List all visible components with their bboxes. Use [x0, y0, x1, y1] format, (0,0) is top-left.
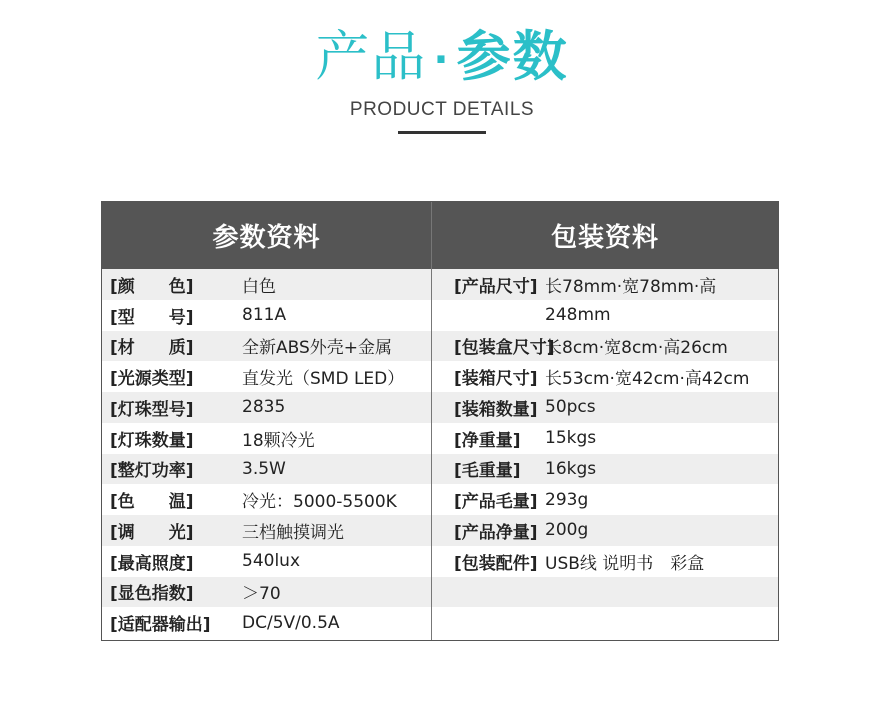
packing-value: 长53cm·宽42cm·高42cm — [545, 369, 750, 390]
param-value: 白色 — [242, 276, 276, 297]
param-row — [102, 392, 431, 423]
packing-label: [装箱尺寸] — [454, 369, 538, 390]
page-subtitle: PRODUCT DETAILS — [349, 99, 535, 121]
packing-label: [包装盒尺寸] — [454, 338, 555, 359]
packing-row — [432, 484, 778, 515]
param-row — [102, 515, 431, 546]
param-value: 18颗冷光 — [242, 430, 315, 451]
param-value: 540lux — [242, 551, 301, 572]
packing-row — [432, 269, 778, 300]
packing-row — [432, 392, 778, 423]
params-rows — [102, 269, 431, 638]
params-column — [102, 202, 432, 640]
param-value: 811A — [242, 305, 287, 326]
packing-label: [产品尺寸] — [454, 276, 538, 297]
param-label: [最高照度] — [110, 553, 194, 574]
param-value: 直发光（SMD LED） — [242, 369, 405, 390]
packing-value: 248mm — [545, 305, 611, 326]
packing-value: USB线 说明书 彩盒 — [545, 553, 705, 574]
packing-row — [432, 515, 778, 546]
param-row — [102, 546, 431, 577]
page-title — [0, 22, 884, 95]
param-value: 3.5W — [242, 458, 286, 479]
param-label: [适配器输出] — [110, 615, 211, 636]
param-row — [102, 331, 431, 362]
param-value: 全新ABS外壳+金属 — [242, 338, 393, 359]
param-row — [102, 361, 431, 392]
param-label: [灯珠型号] — [110, 399, 194, 420]
param-row — [102, 300, 431, 331]
packing-row — [432, 546, 778, 577]
packing-label: [装箱数量] — [454, 399, 538, 420]
param-row — [102, 423, 431, 454]
packing-row — [432, 607, 778, 638]
packing-label: [产品净量] — [454, 522, 538, 543]
title-dot: · — [433, 37, 451, 84]
packing-label: [净重量] — [454, 430, 521, 451]
packing-row — [432, 454, 778, 485]
param-label: [显色指数] — [110, 584, 194, 605]
param-value: 冷光：5000-5500K — [242, 492, 397, 513]
packing-label: [包装配件] — [454, 553, 538, 574]
packing-row — [432, 331, 778, 362]
packing-row — [432, 577, 778, 608]
param-label: [整灯功率] — [110, 461, 194, 482]
param-label: [色 温] — [110, 492, 194, 513]
param-label: [光源类型] — [110, 369, 194, 390]
title-underline — [398, 131, 486, 134]
packing-value: 50pcs — [545, 397, 596, 418]
title-light: 产品 — [315, 25, 428, 88]
packing-value: 16kgs — [545, 458, 597, 479]
title-bold: 参数 — [456, 25, 569, 88]
param-value: ＞70 — [242, 584, 281, 605]
packing-value: 长8cm·宽8cm·高26cm — [545, 338, 728, 359]
packing-value: 15kgs — [545, 428, 597, 449]
packing-row — [432, 300, 778, 331]
param-row — [102, 269, 431, 300]
param-value: 三档触摸调光 — [242, 522, 344, 543]
param-value: 2835 — [242, 397, 286, 418]
params-heading: 参数资料 — [102, 202, 431, 269]
param-value: DC/5V/0.5A — [242, 612, 340, 633]
param-row — [102, 454, 431, 485]
param-label: [材 质] — [110, 338, 194, 359]
packing-label: [产品毛量] — [454, 492, 538, 513]
param-label: [颜 色] — [110, 276, 194, 297]
packing-row — [432, 423, 778, 454]
packing-value: 长78mm·宽78mm·高 — [545, 276, 717, 297]
param-label: [型 号] — [110, 307, 194, 328]
param-label: [调 光] — [110, 522, 194, 543]
packing-heading: 包装资料 — [432, 202, 778, 269]
packing-label: [毛重量] — [454, 461, 521, 482]
packing-rows — [432, 269, 778, 638]
param-row — [102, 484, 431, 515]
packing-value: 293g — [545, 489, 589, 510]
packing-column — [432, 202, 778, 640]
packing-value: 200g — [545, 520, 589, 541]
param-row — [102, 607, 431, 638]
param-label: [灯珠数量] — [110, 430, 194, 451]
packing-row — [432, 361, 778, 392]
page-header — [0, 22, 884, 134]
spec-table — [101, 201, 779, 641]
param-row — [102, 577, 431, 608]
